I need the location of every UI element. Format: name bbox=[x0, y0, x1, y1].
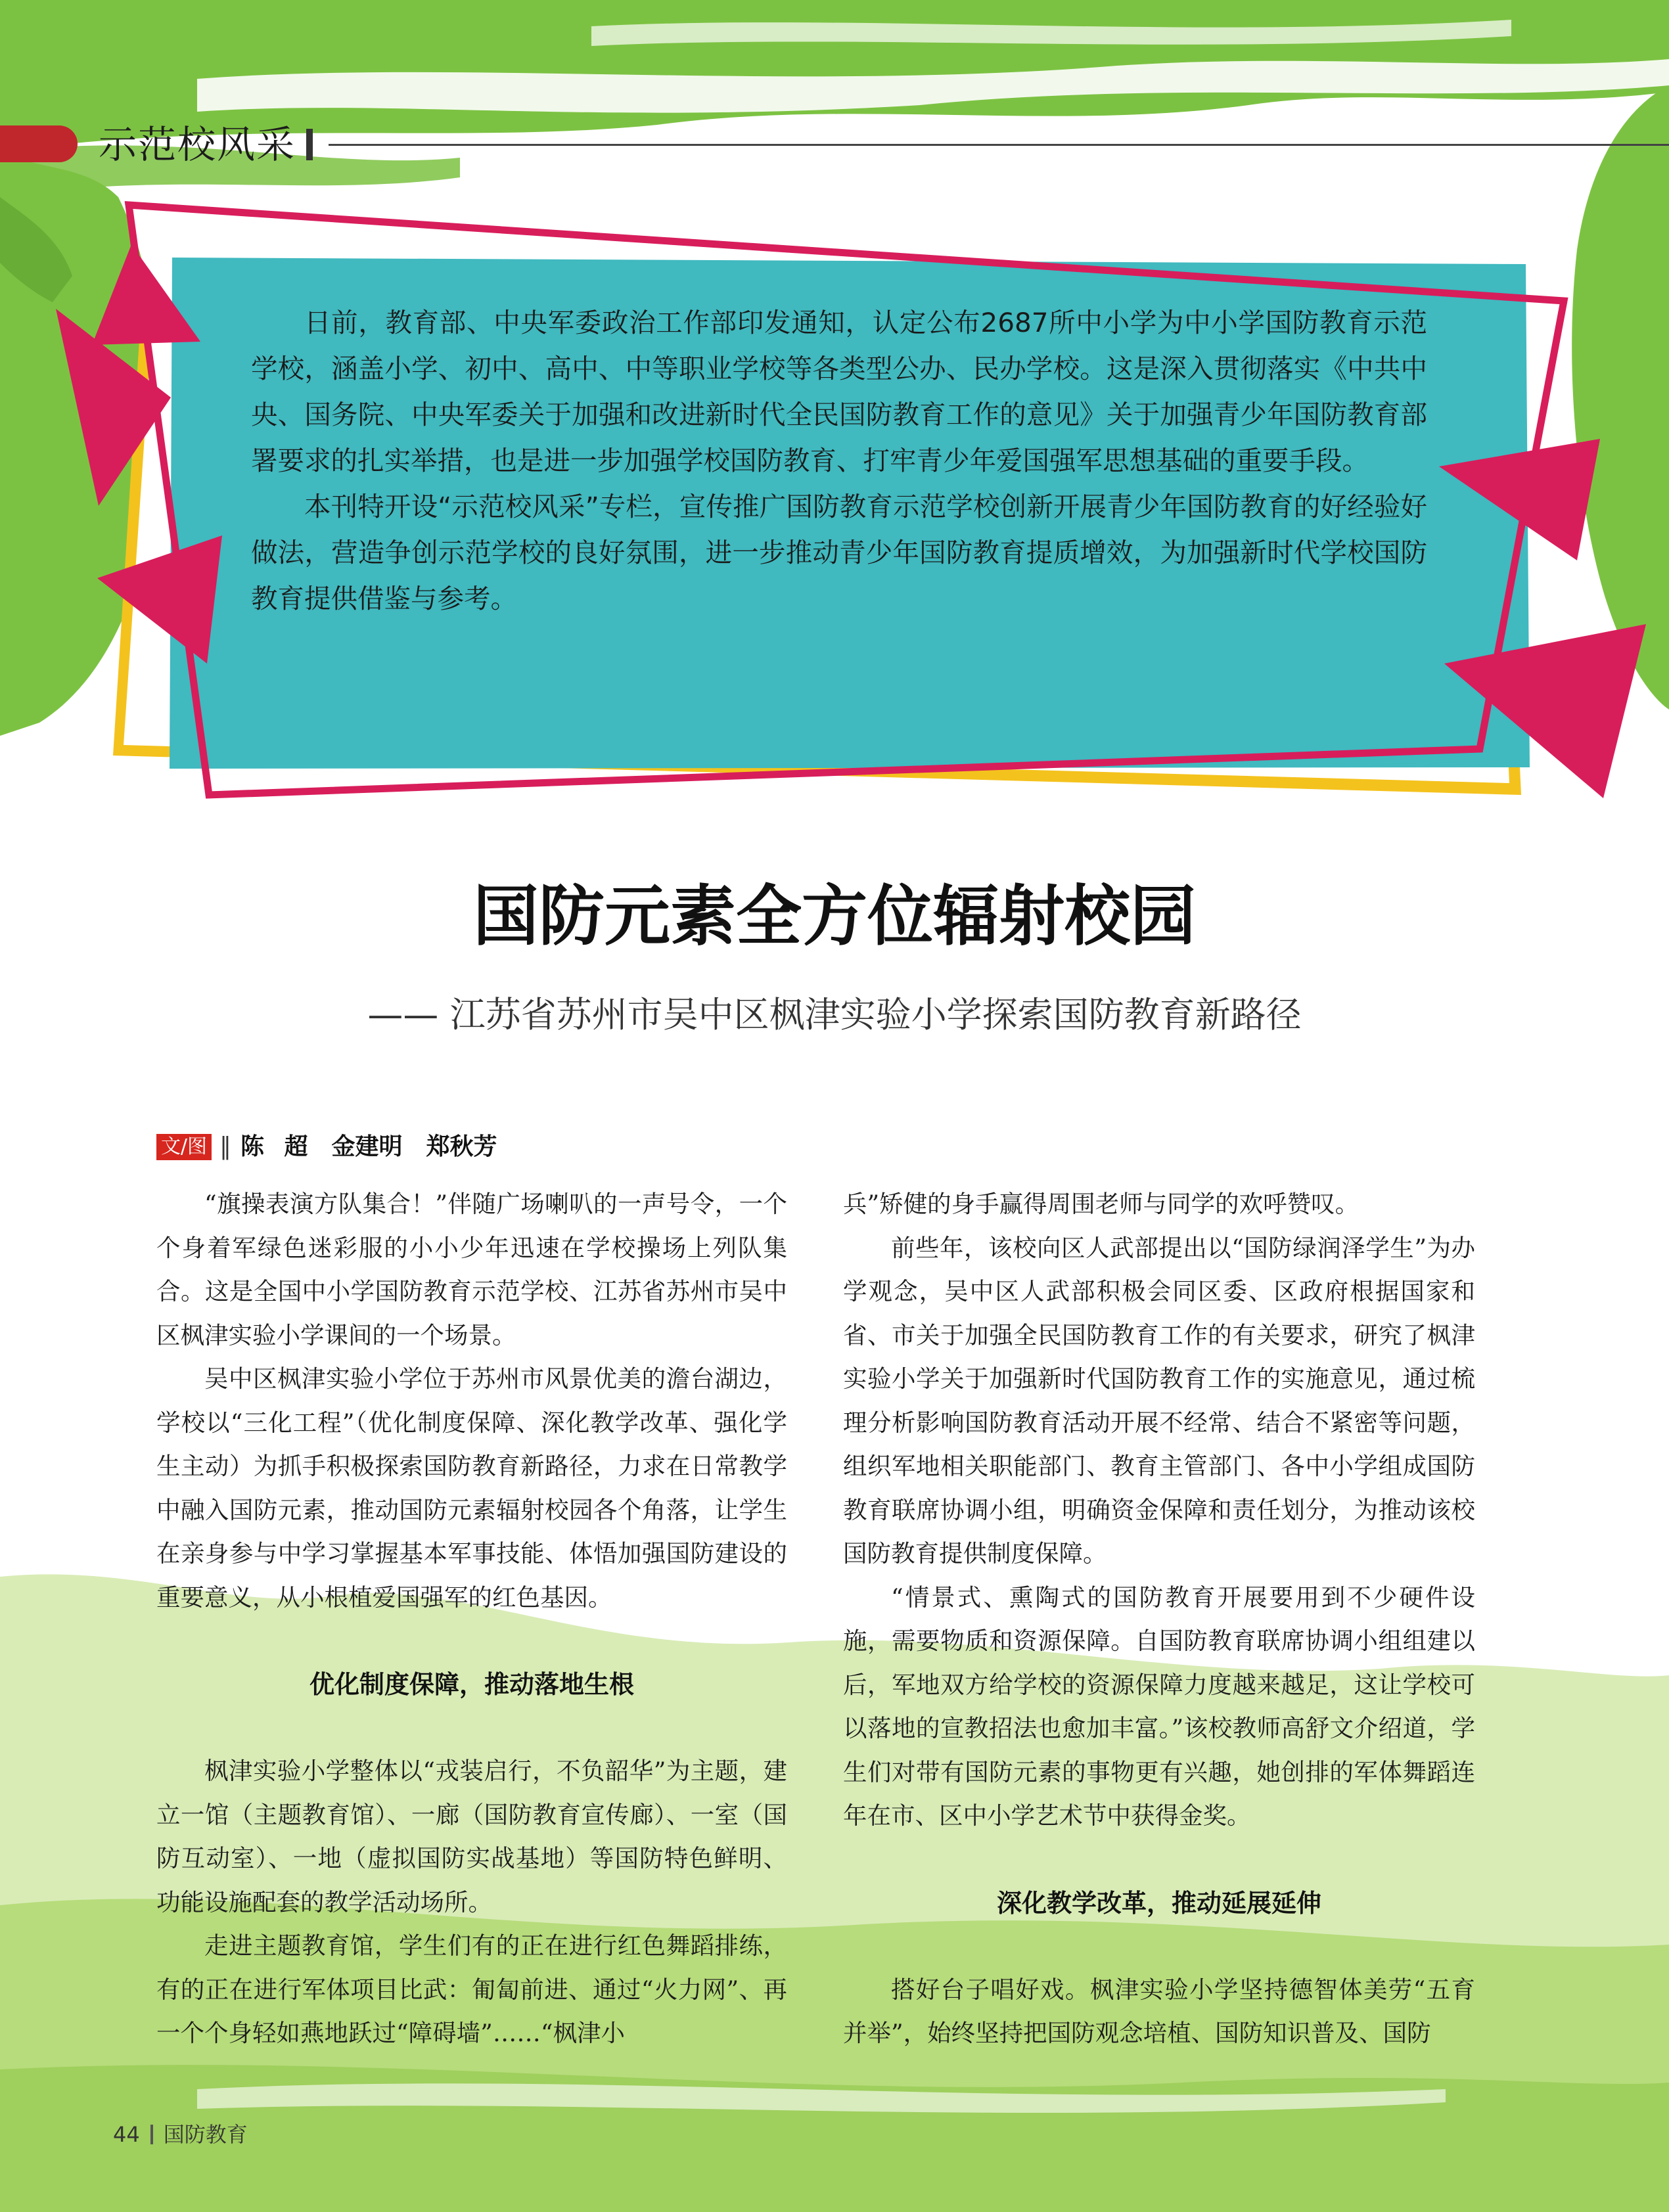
article-column-left bbox=[156, 1183, 787, 2056]
body-paragraph: 吴中区枫津实验小学位于苏州市风景优美的澹台湖边，学校以“三化工程”（优化制度保障、深化教学改革、强化学生主动）为抓手积极探索国防教育新路径，力求在日常教学中融入国防元素，推动国防元素辐射校园各个角落，让学生在亲身参与中学习掌握基本军事技能、体悟加强国防建设的重要意义，从小根植爱国强军的红色基因。 bbox=[156, 1365, 787, 1612]
page-number: 44 bbox=[113, 2122, 140, 2147]
magazine-name: 国防教育 bbox=[163, 2122, 248, 2147]
page-footer bbox=[113, 2120, 248, 2149]
green-brush-right bbox=[1572, 85, 1669, 710]
article-subtitle: —— 江苏省苏州市吴中区枫津实验小学探索国防教育新路径 bbox=[367, 994, 1302, 1035]
section-title: 示范校风采 bbox=[99, 122, 296, 167]
intro-paragraph-2: 本刊特开设“示范校风采”专栏，宣传推广国防教育示范学校创新开展青少年国防教育的好经验好做法，营造争创示范学校的良好氛围，进一步推动青少年国防教育提质增效，为加强新时代学校国防教育提供借鉴与参考。 bbox=[251, 491, 1427, 614]
article-column-right bbox=[843, 1183, 1475, 2056]
section-heading-2: 深化教学改革，推动延展延伸 bbox=[996, 1888, 1321, 1918]
body-paragraph: 兵”矫健的身手赢得周围老师与同学的欢呼赞叹。 bbox=[843, 1190, 1360, 1218]
section-divider bbox=[306, 129, 313, 160]
section-rule bbox=[329, 144, 1669, 146]
body-paragraph: 走进主题教育馆，学生们有的正在进行红色舞蹈排练，有的正在进行军体项目比武：匍匐前进、通过“火力网”、再一个个身轻如燕地跃过“障碍墙”……“枫津小 bbox=[156, 1931, 787, 2047]
section-heading-1: 优化制度保障，推动落地生根 bbox=[309, 1670, 634, 1699]
intro-box bbox=[251, 300, 1427, 621]
body-paragraph: 前些年，该校向区人武部提出以“国防绿润泽学生”为办学观念，吴中区人武部积极会同区委、区政府根据国家和省、市关于加强全民国防教育工作的有关要求，研究了枫津实验小学关于加强新时代国防教育工作的实施意见，通过梳理分析影响国防教育活动开展不经常、结合不紧密等问题，组织军地相关职能部门、教育主管部门、各中小学组成国防教育联席协调小组，明确资金保障和责任划分，为推动该校国防教育提供制度保障。 bbox=[843, 1233, 1475, 1568]
body-paragraph: 枫津实验小学整体以“戎装启行，不负韶华”为主题，建立一馆（主题教育馆）、一廊（国防教育宣传廊）、一室（国防互动室）、一地（虚拟国防实战基地）等国防特色鲜明、功能设施配套的教学活动场所。 bbox=[156, 1757, 787, 1916]
section-tab bbox=[0, 125, 78, 162]
body-paragraph: “情景式、熏陶式的国防教育开展要用到不少硬件设施，需要物质和资源保障。自国防教育联席协调小组组建以后，军地双方给学校的资源保障力度越来越足，这让学校可以落地的宣教招法也愈加丰富。”该校教师高舒文介绍道，学生们对带有国防元素的事物更有兴趣，她创排的军体舞蹈连年在市、区中小学艺术节中获得金奖。 bbox=[843, 1583, 1475, 1830]
body-paragraph: 搭好台子唱好戏。枫津实验小学坚持德智体美劳“五育并举”，始终坚持把国防观念培植、国防知识普及、国防 bbox=[843, 1975, 1475, 2047]
byline-separator: ‖ bbox=[219, 1133, 231, 1160]
byline-tag: 文/图 bbox=[156, 1134, 212, 1160]
body-paragraph: “旗操表演方队集合！”伴随广场喇叭的一声号令，一个个身着军绿色迷彩服的小小少年迅速在学校操场上列队集合。这是全国中小学国防教育示范学校、江苏省苏州市吴中区枫津实验小学课间的一个场景。 bbox=[156, 1190, 787, 1349]
footer-divider bbox=[150, 2125, 153, 2144]
article-title: 国防元素全方位辐射校园 bbox=[473, 878, 1196, 955]
intro-paragraph-1: 日前，教育部、中央军委政治工作部印发通知，认定公布2687所中小学为中小学国防教育示范学校，涵盖小学、初中、高中、中等职业学校等各类型公办、民办学校。这是深入贯彻落实《中共中央、国务院、中央军委关于加强和改进新时代全民国防教育工作的意见》关于加强青少年国防教育部署要求的扎实举措，也是进一步加强学校国防教育、打牢青少年爱国强军思想基础的重要手段。 bbox=[251, 307, 1427, 476]
byline-authors: 陈 超 金建明 郑秋芳 bbox=[240, 1133, 497, 1160]
